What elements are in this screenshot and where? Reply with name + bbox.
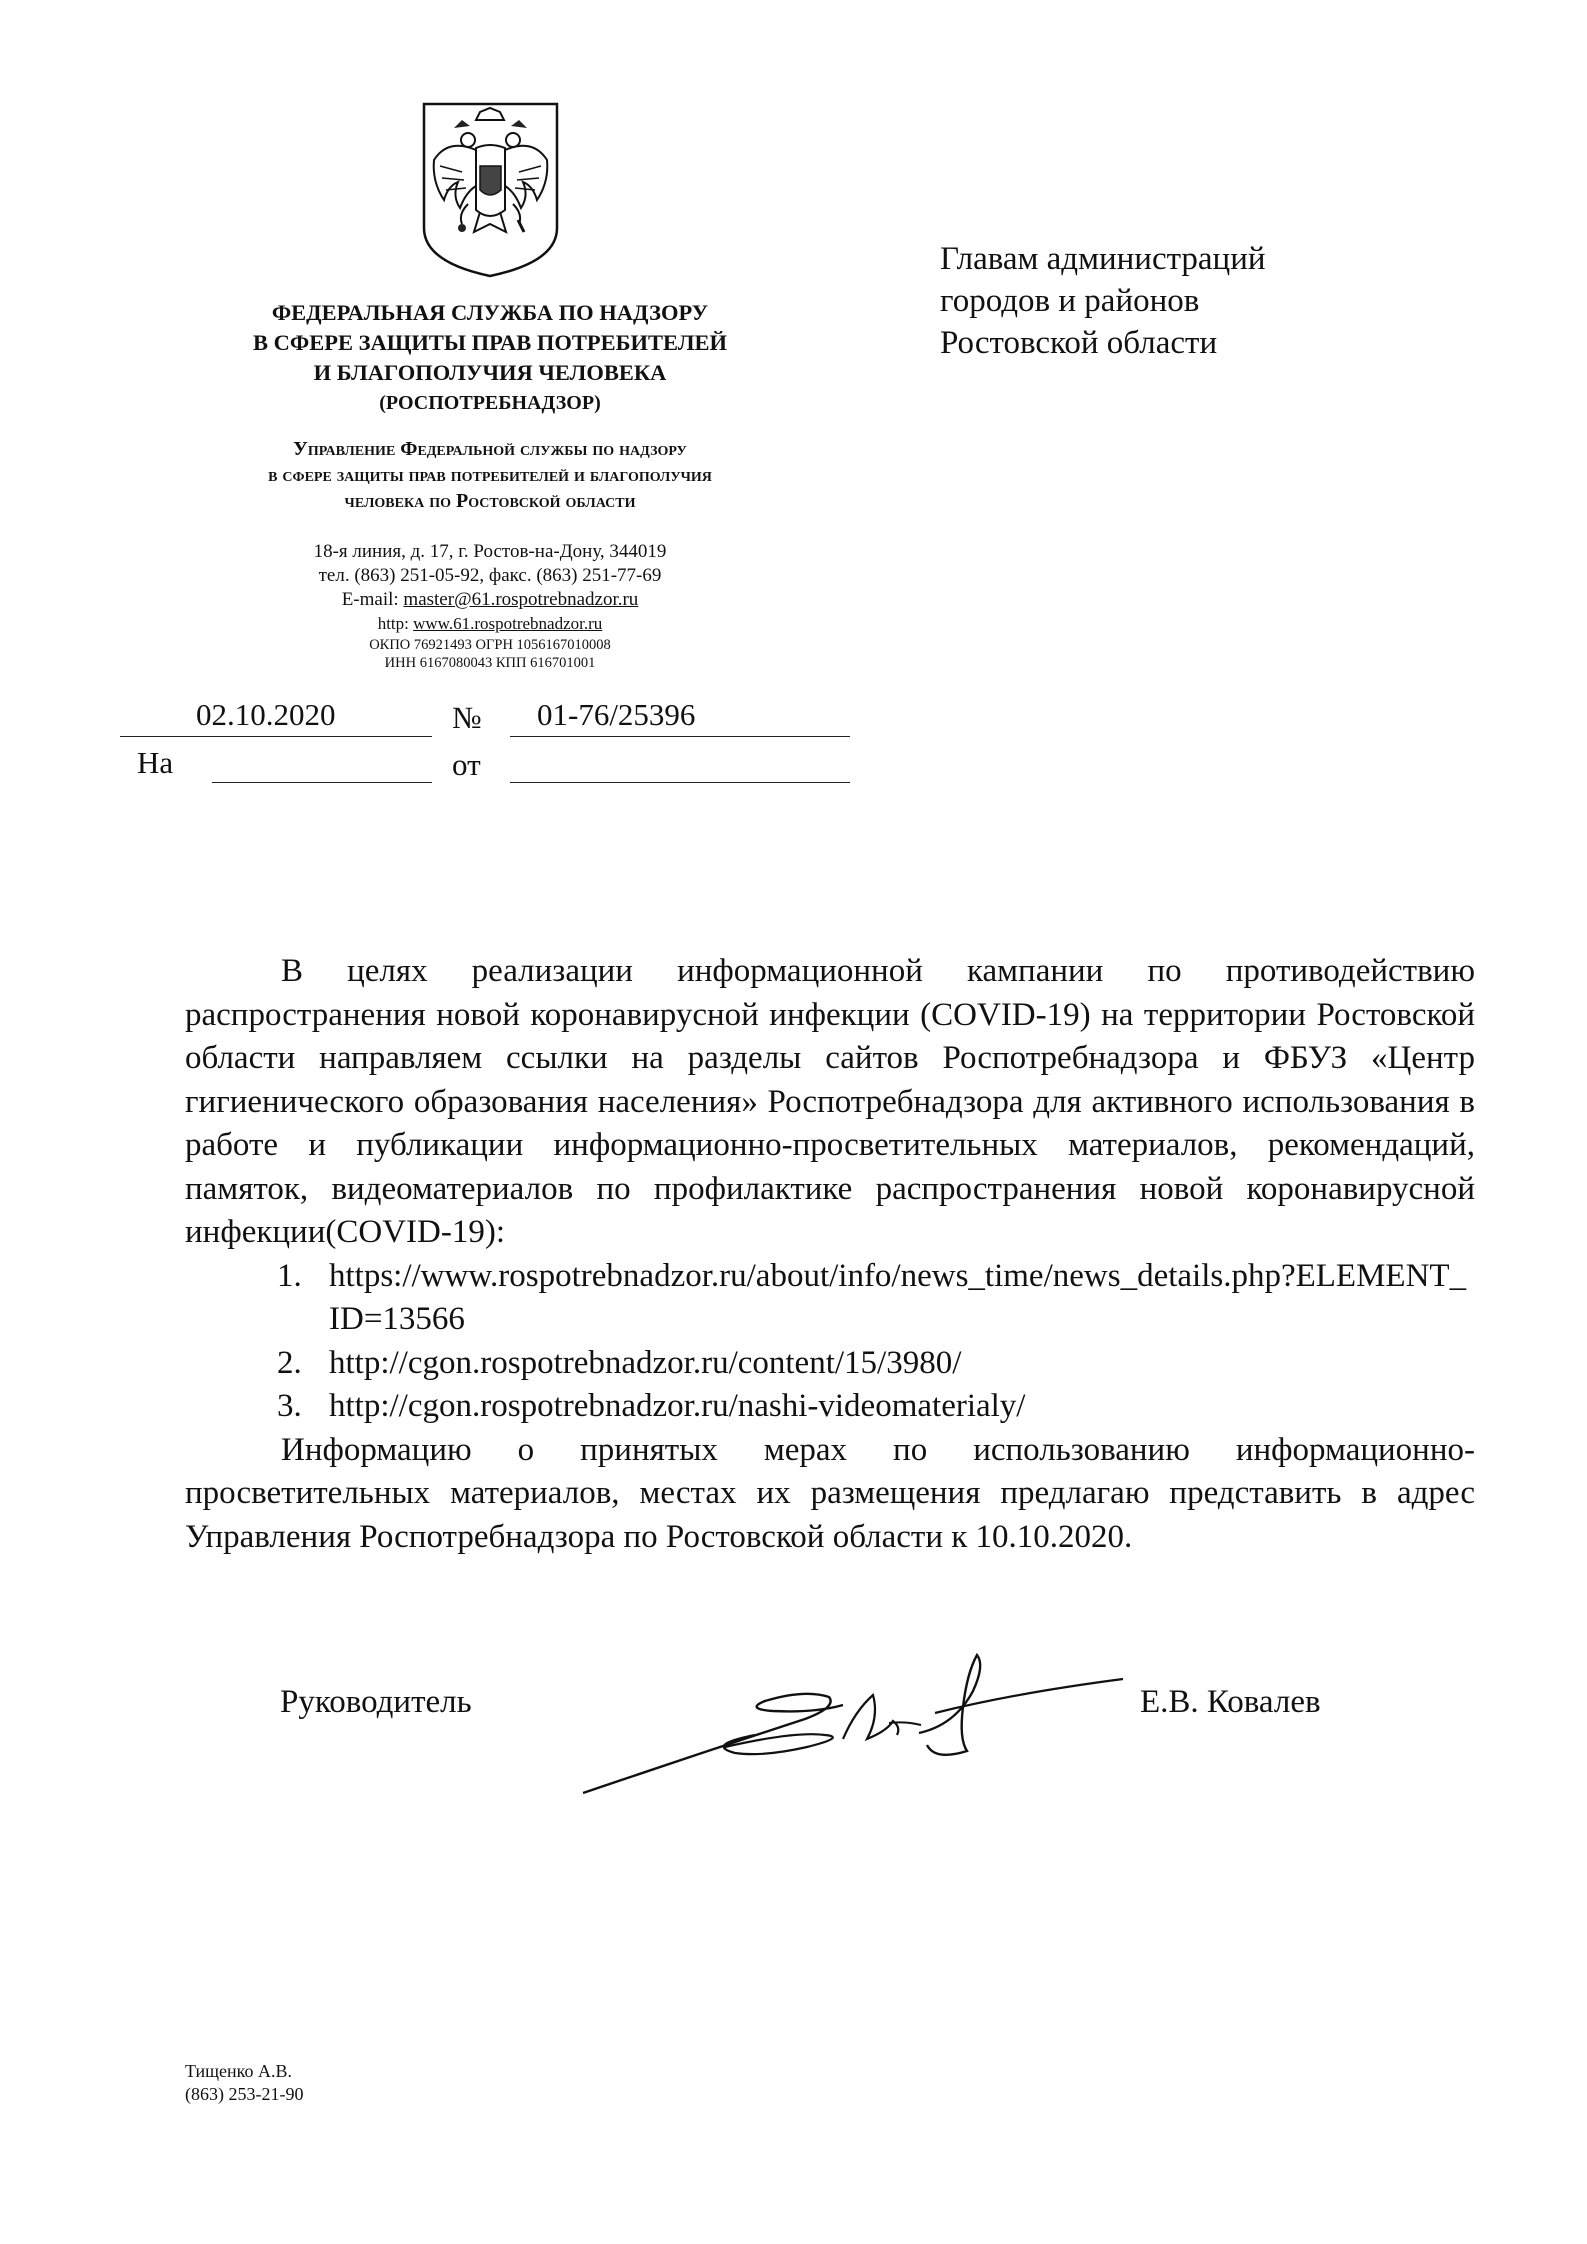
links-list	[185, 1255, 1475, 1429]
inn-kpp: ИНН 6167080043 КПП 616701001	[384, 655, 596, 671]
addressee-line: Главам администраций	[940, 241, 1266, 277]
agency-name-block	[130, 298, 850, 418]
department-line: человека по Ростовской области	[344, 490, 636, 512]
agency-line: В СФЕРЕ ЗАЩИТЫ ПРАВ ПОТРЕБИТЕЛЕЙ	[252, 330, 728, 355]
link-url[interactable]: https://www.rospotrebnadzor.ru/about/info/news_time/news_details.php?ELEMENT_ID=13566	[329, 1257, 1467, 1337]
executor-phone: (863) 253-21-90	[185, 2084, 304, 2104]
list-number: 1.	[277, 1257, 302, 1294]
department-line: в сфере защиты прав потребителей и благополучия	[268, 464, 712, 486]
executor-block	[185, 2060, 303, 2106]
intro-paragraph: В целях реализации информационной кампании по противодействию распространения новой коронавирусной инфекции (COVID-19) на территории Ростовской области направляем ссылки на разделы сайтов Роспотребнадзора и ФБУЗ «Центр гигиенического образования населения» Роспотребнадзора для активного использования в работе и публикации информационно-просветительных материалов, рекомендаций, памяток, видеоматериалов по профилактике распространения новой коронавирусной инфекции(COVID-19):	[185, 953, 1475, 1250]
okpo-ogrn: ОКПО 76921493 ОГРН 1056167010008	[369, 637, 611, 653]
on-underline	[212, 782, 432, 783]
date-underline	[120, 736, 432, 737]
link-url[interactable]: http://cgon.rospotrebnadzor.ru/content/15/3980/	[329, 1344, 962, 1381]
list-item	[185, 1255, 1475, 1342]
department-name-block	[130, 436, 850, 514]
agency-line: ФЕДЕРАЛЬНАЯ СЛУЖБА ПО НАДЗОРУ	[271, 300, 709, 325]
web-label: http:	[377, 614, 414, 633]
addressee-line: городов и районов	[940, 283, 1200, 319]
letter-body	[185, 950, 1475, 1559]
on-label: На	[137, 745, 174, 780]
list-number: 3.	[277, 1388, 302, 1424]
executor-name: Тищенко А.В.	[185, 2061, 292, 2081]
signer-name: Е.В. Ковалев	[1140, 1684, 1321, 1720]
department-line: Управление Федеральной службы по надзору	[293, 438, 687, 460]
email-label: E-mail:	[341, 589, 404, 610]
outgoing-number: 01-76/25396	[537, 697, 696, 732]
email-line	[160, 588, 820, 612]
addressee-block	[940, 238, 1266, 364]
list-number: 2.	[277, 1344, 302, 1381]
address: 18-я линия, д. 17, г. Ростов-на-Дону, 344019	[313, 541, 667, 562]
addressee-line: Ростовской области	[940, 325, 1218, 361]
email-link[interactable]: master@61.rospotrebnadzor.ru	[403, 589, 639, 610]
signer-role: Руководитель	[280, 1684, 472, 1720]
web-line	[160, 612, 820, 636]
contacts-block	[160, 540, 820, 672]
agency-line: И БЛАГОПОЛУЧИЯ ЧЕЛОВЕКА	[313, 360, 667, 385]
link-url[interactable]: http://cgon.rospotrebnadzor.ru/nashi-videomaterialy/	[329, 1388, 1026, 1424]
closing-paragraph: Информацию о принятых мерах по использованию информационно-просветительных материалов, местах их размещения предлагаю представить в адрес Управления Роспотребнадзора по Ростовской области к 10.10.2020.	[185, 1431, 1475, 1555]
coat-of-arms-emblem-icon	[418, 100, 563, 280]
number-label: №	[452, 700, 482, 735]
agency-line: (РОСПОТРЕБНАДЗОР)	[379, 392, 601, 414]
list-item	[185, 1385, 1475, 1429]
web-link[interactable]: www.61.rospotrebnadzor.ru	[413, 614, 603, 633]
number-underline	[510, 736, 850, 737]
phone-fax: тел. (863) 251-05-92, факс. (863) 251-77-69	[318, 565, 662, 586]
handwritten-signature-icon	[575, 1635, 1135, 1810]
list-item	[185, 1342, 1475, 1386]
from-label: от	[452, 747, 481, 782]
from-underline	[510, 782, 850, 783]
outgoing-date: 02.10.2020	[196, 697, 336, 732]
